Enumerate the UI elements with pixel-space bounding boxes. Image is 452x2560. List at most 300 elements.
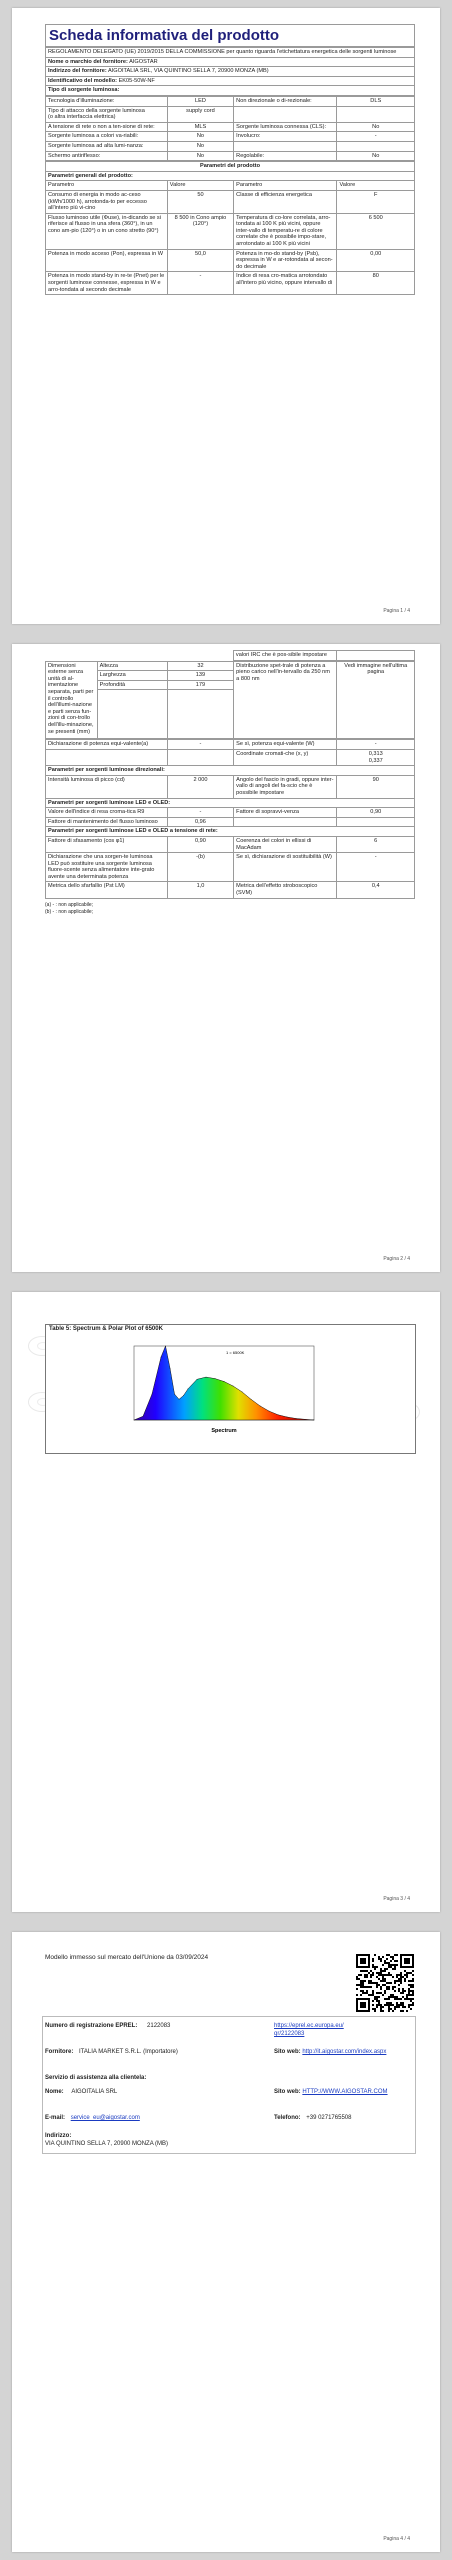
name-value: AIGOITALIA SRL [71, 2089, 118, 2095]
data-point [143, 1416, 144, 1417]
qr-module [366, 1974, 368, 1976]
qr-module [392, 1964, 394, 1966]
value-cell: 50 [167, 190, 233, 213]
qr-module [378, 1996, 380, 1998]
qr-module [412, 2002, 414, 2004]
qr-module [392, 2010, 394, 2012]
param-cell [46, 749, 168, 765]
dim-depth: 179 [167, 680, 233, 690]
page-1 [12, 8, 440, 624]
qr-module [404, 1970, 406, 1972]
qr-module [382, 1980, 384, 1982]
value-cell [167, 749, 233, 765]
qr-module [366, 1976, 368, 1978]
model-label: Identificativo del modello: [48, 77, 117, 84]
mains-section: Parametri per sorgenti luminose LED e OLED a tensione di rete: [46, 827, 415, 837]
qr-module [388, 1996, 390, 1998]
qr-module [372, 2008, 374, 2010]
data-point [170, 1368, 171, 1369]
qr-module [378, 1958, 380, 1960]
qr-module [410, 2004, 412, 2006]
qr-module [384, 1998, 386, 2000]
qr-module [410, 1972, 412, 1974]
param-cell: Potenza in modo acceso (Pon), espressa in W [46, 249, 168, 272]
qr-module [366, 1990, 368, 1992]
page-2 [12, 644, 440, 1272]
qr-module [362, 1980, 364, 1982]
qr-module [394, 1990, 396, 1992]
qr-module [394, 1980, 396, 1982]
param-cell [234, 817, 337, 827]
value-cell: 0,4 [337, 882, 415, 898]
qr-module [392, 2004, 394, 2006]
dim-height: 32 [167, 661, 233, 671]
supplier-value: ITALIA MARKET S.R.L. (Importatore) [79, 2049, 178, 2055]
qr-module [410, 1998, 412, 2000]
led-section: Parametri per sorgenti luminose LED e OLED: [46, 798, 415, 808]
qr-module [410, 2008, 412, 2010]
site-link[interactable]: http://it.aigostar.com/index.aspx [302, 2049, 387, 2055]
qr-module [412, 1990, 414, 1992]
qr-module [388, 2010, 390, 2012]
chart-title: Table 5: Spectrum & Polar Plot of 6500K [49, 1326, 163, 1332]
service-label: Servizio di assistenza alla clientela: [45, 2075, 147, 2081]
param-cell: A tensione di rete o non a ten-sione di rete: [46, 122, 168, 132]
param-cell: Sorgente luminosa a colori va-riabili: [46, 132, 168, 142]
page-number: Pagina 3 / 4 [383, 1896, 410, 1902]
qr-module [360, 1994, 362, 1996]
qr-module [406, 1996, 408, 1998]
legend-entry: 1 = 6500K [226, 1350, 245, 1355]
param-cell: Fattore di mantenimento del flusso luminoso [46, 817, 168, 827]
qr-module [372, 1958, 374, 1960]
qr-module [382, 2006, 384, 2008]
qr-module [404, 1980, 406, 1982]
qr-module [386, 2004, 388, 2006]
qr-module [378, 1972, 380, 1974]
qr-module [402, 1992, 404, 1994]
qr-module [390, 1960, 392, 1962]
param-cell: Fattore di sfasamento (cos φ1) [46, 836, 168, 852]
qr-module [378, 1956, 380, 1958]
qr-module [412, 1980, 414, 1982]
qr-module [382, 1964, 384, 1966]
data-point [305, 1419, 306, 1420]
qr-module [366, 1986, 368, 1988]
qr-module [362, 1970, 364, 1972]
data-point [242, 1392, 243, 1393]
qr-module [394, 1986, 396, 1988]
dims-label: Dimensioni esterne senza unità di al-imentazione separata, parti per il controllo dell'illumi-nazione e parti senza fun-zioni di con-trollo dell'illu-minazione, se presenti (mm) [46, 661, 98, 739]
qr-module [404, 1978, 406, 1980]
qr-module [368, 1986, 370, 1988]
qr-module [382, 1978, 384, 1980]
value-cell [337, 141, 415, 151]
p2-table [45, 739, 415, 898]
value-cell: - [167, 808, 233, 818]
dims-table [45, 661, 415, 740]
qr-module [402, 2006, 404, 2008]
qr-module [410, 1990, 412, 1992]
qr-module [384, 1968, 386, 1970]
email-label: E-mail: [45, 2115, 66, 2121]
qr-module [390, 1964, 392, 1966]
qr-finder [404, 1958, 410, 1964]
qr-module [396, 2006, 398, 2008]
qr-module [388, 1986, 390, 1988]
qr-module [372, 1990, 374, 1992]
qr-module [376, 1984, 378, 1986]
qr-module [376, 1986, 378, 1988]
data-point [165, 1346, 166, 1347]
qr-module [374, 2010, 376, 2012]
data-point [296, 1418, 297, 1419]
qr-module [378, 2000, 380, 2002]
address-value: VIA QUINTINO SELLA 7, 20900 MONZA (MB) [45, 2141, 169, 2147]
supplier-label: Fornitore: [45, 2049, 74, 2055]
qr-module [366, 1970, 368, 1972]
qr-module [370, 1976, 372, 1978]
qr-module [378, 1978, 380, 1980]
qr-module [406, 1994, 408, 1996]
qr-module [372, 1982, 374, 1984]
qr-module [386, 1986, 388, 1988]
qr-module [396, 1964, 398, 1966]
data-point [314, 1420, 315, 1421]
param-cell: Coerenza dei colori in ellissi di MacAdam [234, 836, 337, 852]
phone-label: Telefono: [274, 2115, 301, 2121]
qr-module [370, 1970, 372, 1972]
qr-module [400, 1972, 402, 1974]
qr-module [398, 1988, 400, 1990]
qr-module [384, 1984, 386, 1986]
qr-module [360, 1984, 362, 1986]
value-cell: 90 [337, 775, 415, 798]
qr-module [364, 1976, 366, 1978]
qr-module [408, 1984, 410, 1986]
qr-module [390, 2004, 392, 2006]
qr-module [372, 1992, 374, 1994]
email-link[interactable]: service_eu@aigostar.com [70, 2115, 140, 2121]
qr-module [360, 1980, 362, 1982]
page-4 [12, 1932, 440, 2552]
qr-module [370, 1980, 372, 1982]
param-cell: Metrica dello sfarfallio (Pst LM) [46, 882, 168, 898]
qr-module [358, 1974, 360, 1976]
qr-module [406, 1998, 408, 2000]
market-text: Modello immesso sul mercato dell'Unione da 03/09/2024 [45, 1954, 209, 1961]
data-point [224, 1381, 225, 1382]
qr-module [386, 1982, 388, 1984]
qr-module [358, 1984, 360, 1986]
value-cell: 1,0 [167, 882, 233, 898]
qr-module [392, 1996, 394, 1998]
qr-module [396, 1980, 398, 1982]
qr-module [376, 2006, 378, 2008]
qr-module [362, 1982, 364, 1984]
qr-module [374, 1954, 376, 1956]
qr-module [386, 1998, 388, 2000]
value-cell: - [167, 272, 233, 295]
qr-module [388, 1988, 390, 1990]
param-cell: Tecnologia d'illuminazione: [46, 96, 168, 106]
qr-module [398, 1998, 400, 2000]
qr-module [372, 1966, 374, 1968]
data-point [179, 1399, 180, 1400]
header-param-2: Parametro [234, 181, 337, 191]
qr-module [404, 2006, 406, 2008]
value-cell: supply cord [167, 106, 233, 122]
qr-module [386, 1988, 388, 1990]
dim-depth-label: Profondità [97, 680, 167, 690]
qr-module [394, 1960, 396, 1962]
qr-module [394, 1964, 396, 1966]
source-type-section: Tipo di sorgente luminosa: [46, 86, 415, 96]
qr-module [384, 1992, 386, 1994]
value-cell: F [337, 190, 415, 213]
qr-module [398, 1974, 400, 1976]
data-point [233, 1386, 234, 1387]
qr-module [380, 2006, 382, 2008]
value-cell: 6 500 [337, 213, 415, 249]
qr-module [404, 1974, 406, 1976]
qr-module [374, 1998, 376, 2000]
value-cell: 0,90 [167, 836, 233, 852]
qr-module [390, 1996, 392, 1998]
qr-module [394, 2006, 396, 2008]
supplier-table [45, 47, 415, 96]
qr-module [410, 1984, 412, 1986]
continued-table [45, 650, 415, 661]
supplier-name-label: Nome o marchio del fornitore: [48, 58, 128, 65]
value-cell: No [337, 122, 415, 132]
value-cell [337, 817, 415, 827]
qr-module [408, 2004, 410, 2006]
qr-module [380, 1980, 382, 1982]
qr-module [390, 2008, 392, 2010]
qr-module [402, 1976, 404, 1978]
value-cell: 80 [337, 272, 415, 295]
qr-module [364, 1974, 366, 1976]
qr-module [400, 1982, 402, 1984]
qr-module [398, 2004, 400, 2006]
qr-module [380, 2004, 382, 2006]
qr-module [396, 1960, 398, 1962]
qr-module [392, 1988, 394, 1990]
qr-module [408, 1990, 410, 1992]
qr-module [398, 1984, 400, 1986]
spectrum-figure [45, 1324, 416, 1454]
qr-module [396, 2004, 398, 2006]
qr-module [392, 1968, 394, 1970]
qr-module [386, 1962, 388, 1964]
qr-module [360, 1986, 362, 1988]
name-label: Nome: [45, 2089, 64, 2095]
spd-value: Vedi immagine nell'ultima pagina [337, 661, 415, 739]
qr-module [386, 1974, 388, 1976]
value-cell: DLS [337, 96, 415, 106]
qr-module [368, 1980, 370, 1982]
qr-module [364, 1980, 366, 1982]
qr-module [398, 1978, 400, 1980]
qr-module [394, 1966, 396, 1968]
qr-module [400, 2002, 402, 2004]
qr-module [410, 1980, 412, 1982]
param-cell: Consumo di energia in modo ac-ceso (kWh/1000 h), arrotonda-to per eccesso all'intero più vi-cino [46, 190, 168, 213]
qr-module [388, 2002, 390, 2004]
qr-module [408, 1980, 410, 1982]
qr-module [360, 1970, 362, 1972]
params-table [45, 161, 415, 295]
value-cell: 0,96 [167, 817, 233, 827]
qr-module [412, 1984, 414, 1986]
qr-module [384, 1960, 386, 1962]
qr-module [380, 1970, 382, 1972]
qr-module [372, 1972, 374, 1974]
qr-module [390, 1956, 392, 1958]
param-cell [234, 141, 337, 151]
value-cell: - [167, 740, 233, 750]
qr-module [384, 1962, 386, 1964]
qr-module [402, 2004, 404, 2006]
qr-module [380, 2010, 382, 2012]
qr-module [378, 1992, 380, 1994]
qr-module [390, 1994, 392, 1996]
qr-module [402, 2010, 404, 2012]
dim-height-label: Altezza [97, 661, 167, 671]
qr-module [392, 1956, 394, 1958]
qr-module [376, 1976, 378, 1978]
param-cell: Non direzionale o di-rezionale: [234, 96, 337, 106]
eprel-link[interactable]: https://eprel.ec.europa.eu/qr/2122083 [274, 2023, 344, 2037]
qr-module [412, 1978, 414, 1980]
qr-module [408, 1972, 410, 1974]
qr-module [386, 2002, 388, 2004]
value-cell: 0,00 [337, 249, 415, 272]
qr-module [410, 1986, 412, 1988]
qr-module [408, 1994, 410, 1996]
param-cell: Sorgente luminosa ad alta lumi-nanza: [46, 141, 168, 151]
qr-module [380, 1986, 382, 1988]
qr-module [410, 1994, 412, 1996]
qr-module [366, 1992, 368, 1994]
qr-module [380, 1992, 382, 1994]
data-point [251, 1399, 252, 1400]
qr-module [398, 2006, 400, 2008]
qr-module [386, 1954, 388, 1956]
qr-module [376, 1966, 378, 1968]
data-point [278, 1414, 279, 1415]
qr-module [406, 1976, 408, 1978]
qr-module [384, 1978, 386, 1980]
qr-module [360, 1974, 362, 1976]
qr-module [392, 1958, 394, 1960]
param-cell: Dichiarazione di potenza equi-valente(a) [46, 740, 168, 750]
params-section: Parametri del prodotto [46, 162, 415, 172]
qr-module [390, 1982, 392, 1984]
supplier-name: AIGOSTAR [129, 58, 158, 65]
qr-module [362, 1992, 364, 1994]
data-point [215, 1378, 216, 1379]
qr-module [396, 1998, 398, 2000]
value-cell: - [337, 853, 415, 882]
dim-width: 139 [167, 671, 233, 681]
data-point [183, 1395, 184, 1396]
eprel-value: 2122083 [147, 2023, 171, 2029]
site2-label: Sito web: [274, 2089, 301, 2095]
param-cell: Intensità luminosa di picco (cd) [46, 775, 168, 798]
qr-module [400, 2004, 402, 2006]
qr-module [408, 1992, 410, 1994]
qr-module [376, 2004, 378, 2006]
qr-module [384, 1990, 386, 1992]
qr-module [380, 1960, 382, 1962]
page-number: Pagina 1 / 4 [383, 608, 410, 614]
qr-module [382, 2010, 384, 2012]
qr-module [382, 1956, 384, 1958]
site-label: Sito web: [274, 2049, 301, 2055]
param-cell: Tipo di attacco della sorgente luminosa (o altra interfaccia elettrica) [46, 106, 168, 122]
data-point [134, 1420, 135, 1421]
qr-module [392, 1976, 394, 1978]
qr-module [402, 1990, 404, 1992]
qr-module [388, 2008, 390, 2010]
value-cell: 2 000 [167, 775, 233, 798]
qr-module [400, 1976, 402, 1978]
qr-module [376, 1996, 378, 1998]
qr-module [382, 1976, 384, 1978]
qr-module [372, 1994, 374, 1996]
qr-module [408, 1988, 410, 1990]
param-cell: Temperatura di co-lore correlata, arro-tondata ai 100 K più vicini, oppure inter-vallo di temperatu-re di colore correlate che è possibile impo-stare, arrotondato ai 100 K più vicini [234, 213, 337, 249]
qr-module [370, 1982, 372, 1984]
page-number: Pagina 2 / 4 [383, 1256, 410, 1262]
data-point [188, 1389, 189, 1390]
qr-module [372, 1974, 374, 1976]
qr-module [380, 1972, 382, 1974]
qr-module [402, 1996, 404, 1998]
qr-module [370, 1994, 372, 1996]
qr-module [362, 1984, 364, 1986]
qr-module [368, 1982, 370, 1984]
cri-continued: valori IRC che è pos-sibile impostare [233, 651, 336, 661]
qr-finder [360, 1958, 366, 1964]
param-cell: Indice di resa cro-matica arrotondato all'intero più vicino, oppure intervallo di [234, 272, 337, 295]
value-cell: MLS [167, 122, 233, 132]
param-cell: Se sì, dichiarazione di sostituibilità (W) [234, 853, 337, 882]
value-cell: 6 [337, 836, 415, 852]
param-cell: Involucro: [234, 132, 337, 142]
qr-module [372, 2004, 374, 2006]
site2-link[interactable]: HTTP://WWW.AIGOSTAR.COM [302, 2089, 388, 2095]
data-point [260, 1406, 261, 1407]
qr-module [392, 1986, 394, 1988]
note-a: (a) - : non applicabile; [45, 901, 94, 908]
qr-module [376, 1982, 378, 1984]
qr-module [380, 1974, 382, 1976]
param-cell: Sorgente luminosa connessa (CLS): [234, 122, 337, 132]
qr-module [374, 1996, 376, 1998]
qr-module [356, 1994, 358, 1996]
qr-module [378, 2004, 380, 2006]
value-cell: No [337, 151, 415, 161]
supplier-address-label: Indirizzo del fornitore: [48, 68, 107, 75]
qr-module [374, 1982, 376, 1984]
qr-module [390, 2002, 392, 2004]
page-number: Pagina 4 / 4 [383, 2536, 410, 2542]
value-cell: 50,0 [167, 249, 233, 272]
param-cell: Schermo antiriflesso: [46, 151, 168, 161]
